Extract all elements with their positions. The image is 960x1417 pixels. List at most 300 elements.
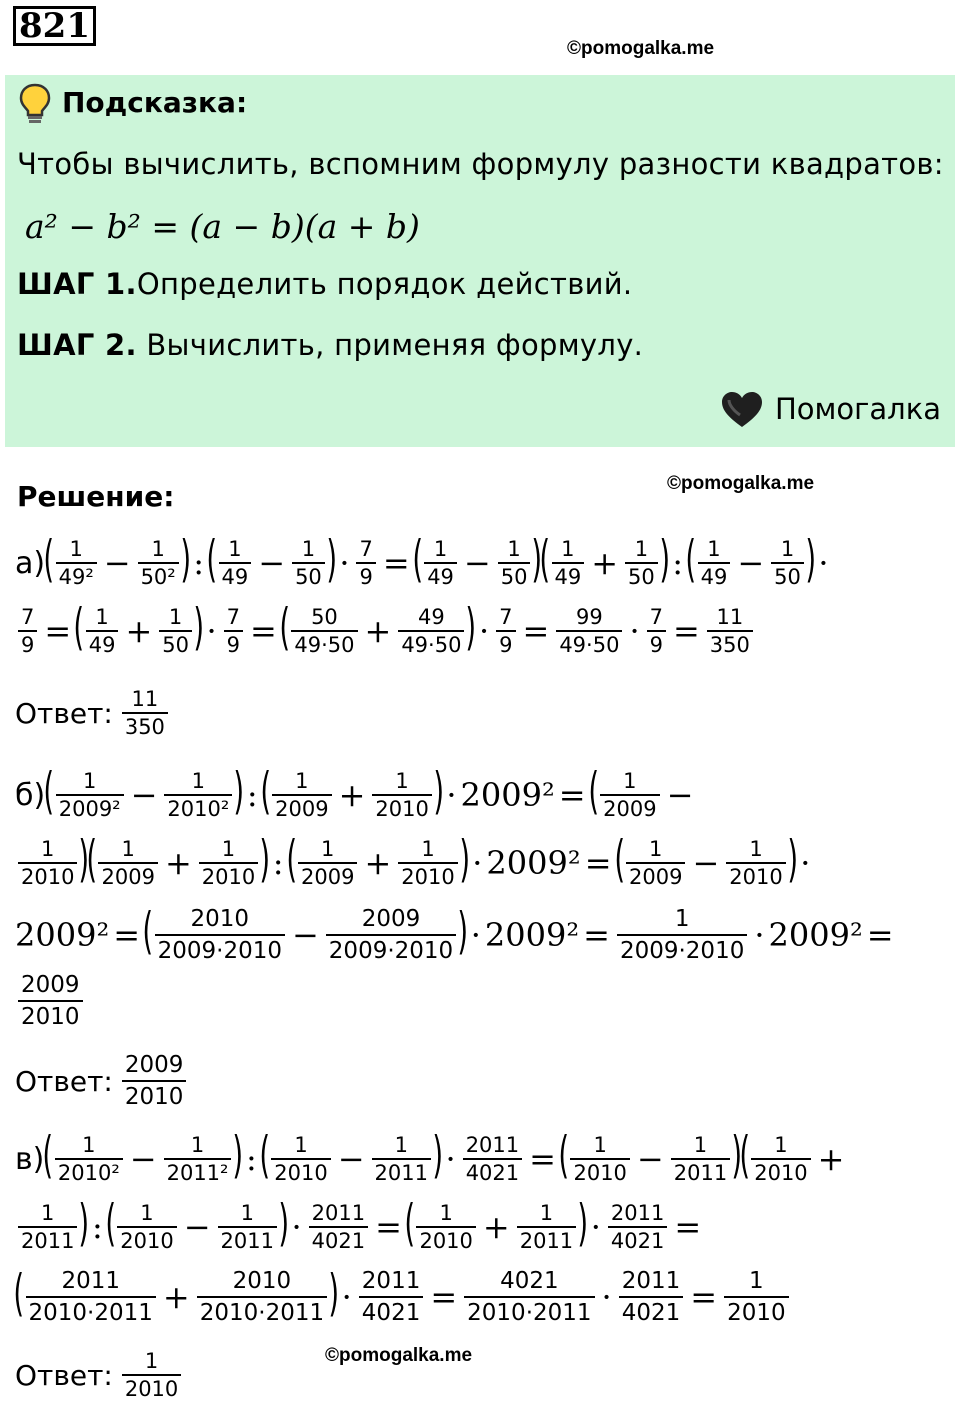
part-v-line-2 (15, 1194, 705, 1254)
numerator: 1 (507, 537, 521, 561)
numerator: 1 (749, 837, 763, 861)
step-2-label: ШАГ 2. (17, 328, 137, 362)
operator: · (470, 916, 481, 954)
paren-open: ( (539, 530, 551, 588)
fraction (18, 604, 37, 658)
denominator: 2010 (416, 1226, 475, 1254)
denominator: 9 (496, 630, 515, 658)
numerator: 2009 (124, 1052, 184, 1078)
denominator: 2010² (164, 794, 232, 822)
operator: − (183, 1208, 211, 1246)
denominator: 2010 (122, 1374, 181, 1402)
paren-open: ( (86, 830, 98, 888)
numerator: 2010 (190, 906, 250, 932)
paren-open: ( (13, 1264, 25, 1322)
paren-open: ( (404, 1194, 416, 1252)
paren-open: ( (43, 530, 55, 588)
operator: − (692, 844, 720, 882)
paren-close: ) (432, 1126, 444, 1184)
operator: · (601, 1278, 612, 1316)
paren-close: ) (531, 530, 543, 588)
answer-v (15, 1348, 184, 1402)
numerator: 1 (321, 837, 335, 861)
fraction (218, 1200, 277, 1254)
part-a-label: а) (15, 545, 46, 581)
operator: = (558, 776, 586, 814)
part-b-line-4 (15, 970, 86, 1032)
fraction (164, 1132, 232, 1186)
watermark-bottom: ©pomogalka.me (325, 1345, 473, 1366)
paren-close: ) (457, 902, 469, 960)
paren-open: ( (43, 762, 55, 820)
denominator: 4021 (359, 1296, 424, 1328)
denominator: 2009 (298, 862, 357, 890)
numerator: 4021 (500, 1268, 559, 1294)
numerator: 1 (190, 1133, 205, 1157)
hint-step-2 (17, 328, 643, 362)
fraction (619, 1266, 684, 1328)
denominator: 49 (698, 562, 731, 590)
fraction (199, 836, 258, 890)
operator: + (482, 1208, 510, 1246)
hint-step-1 (17, 267, 632, 301)
fraction (496, 604, 515, 658)
denominator: 2011 (372, 1158, 431, 1186)
answer-label: Ответ: (15, 1064, 113, 1098)
part-b-line-3 (15, 904, 898, 966)
paren-open: ( (613, 830, 625, 888)
paren-close: ) (459, 830, 470, 888)
denominator: 49·50 (291, 630, 357, 658)
fraction (416, 1200, 475, 1254)
numerator: 1 (674, 906, 690, 932)
operator: + (364, 844, 392, 882)
answer-fraction (122, 686, 168, 740)
operator: · (206, 612, 217, 650)
denominator: 2009·2010 (155, 934, 285, 966)
part-b-line-1 (15, 762, 697, 822)
denominator: 2010·2011 (197, 1296, 327, 1328)
denominator: 2010 (372, 794, 431, 822)
paren-close: ) (232, 1126, 244, 1184)
denominator: 2010·2011 (464, 1296, 594, 1328)
numerator: 1 (561, 537, 575, 561)
operator: − (258, 544, 286, 582)
numerator: 99 (576, 605, 603, 629)
hint-box (5, 75, 955, 447)
paren-close: ) (78, 1194, 90, 1252)
operator: · (291, 1208, 302, 1246)
paren-open: ( (279, 598, 290, 656)
denominator: 2009 (98, 862, 157, 890)
fraction (298, 836, 357, 890)
paren-open: ( (259, 1126, 270, 1184)
numerator: 50 (311, 605, 338, 629)
numerator: 1 (707, 537, 721, 561)
denominator: 4021 (463, 1158, 522, 1186)
fraction (164, 768, 232, 822)
solution-title: Решение: (17, 480, 175, 513)
denominator: 49 (552, 562, 585, 590)
hint-title: Подсказка: (62, 86, 248, 119)
operator: − (130, 776, 158, 814)
paren-open: ( (142, 902, 154, 960)
fraction (464, 1266, 594, 1328)
fraction (424, 536, 457, 590)
denominator: 2010 (18, 862, 77, 890)
numerator: 1 (433, 537, 448, 561)
paren-open: ( (412, 530, 423, 588)
operator: · (341, 1278, 352, 1316)
answer-b (15, 1050, 189, 1112)
part-v-label: в) (15, 1141, 45, 1177)
fraction (26, 1266, 156, 1328)
fraction (117, 1200, 176, 1254)
fraction (55, 1132, 123, 1186)
operator: + (162, 1278, 190, 1316)
operator: + (125, 612, 153, 650)
operator: = (113, 916, 141, 954)
numerator: 1 (140, 1201, 154, 1225)
numerator: 1 (774, 1133, 788, 1157)
fraction (647, 604, 666, 658)
numerator: 1 (394, 1133, 408, 1157)
paren-open: ( (42, 1126, 54, 1184)
part-a-line-1 (15, 530, 833, 590)
fraction (138, 536, 179, 590)
fraction (600, 768, 659, 822)
power-term: 2009² (460, 776, 555, 814)
fraction (751, 1132, 810, 1186)
denominator: 2009 (626, 862, 685, 890)
operator: · (629, 612, 640, 650)
numerator: 1 (95, 605, 109, 629)
denominator: 9 (18, 630, 37, 658)
operator: = (430, 1278, 458, 1316)
numerator: 2010 (232, 1268, 292, 1294)
numerator: 1 (593, 1133, 607, 1157)
operator: + (817, 1140, 845, 1178)
numerator: 7 (649, 605, 663, 629)
denominator: 2009·2010 (326, 934, 456, 966)
numerator: 2009 (21, 972, 80, 998)
task-number: 821 (13, 6, 96, 46)
step-1-text: Определить порядок действий. (136, 267, 633, 301)
denominator: 350 (122, 712, 168, 740)
denominator: 50² (138, 562, 179, 590)
numerator: 1 (649, 837, 663, 861)
fraction (18, 836, 77, 890)
fraction (291, 604, 357, 658)
fraction (570, 1132, 629, 1186)
hint-formula: a² − b² = (a − b)(a + b) (25, 207, 420, 246)
fraction (498, 536, 531, 590)
fraction (463, 1132, 522, 1186)
denominator: 49 (424, 562, 457, 590)
numerator: 2011 (610, 1201, 665, 1225)
operator: : (193, 544, 204, 582)
watermark-top: ©pomogalka.me (567, 38, 715, 59)
operator: · (800, 844, 811, 882)
paren-open: ( (206, 530, 218, 588)
denominator: 4021 (608, 1226, 667, 1254)
operator: = (690, 1278, 718, 1316)
denominator: 2010 (199, 862, 258, 890)
operator: : (272, 844, 284, 882)
numerator: 1 (421, 837, 435, 861)
paren-close: ) (193, 598, 205, 656)
numerator: 1 (82, 769, 97, 793)
paren-close: ) (577, 1194, 589, 1252)
denominator: 2010 (271, 1158, 330, 1186)
paren-open: ( (685, 530, 697, 588)
numerator: 1 (301, 537, 316, 561)
part-a-line-2 (15, 598, 756, 658)
numerator: 1 (121, 837, 135, 861)
operator: − (103, 544, 131, 582)
numerator: 2011 (465, 1133, 520, 1157)
operator: · (472, 844, 483, 882)
paren-open: ( (259, 762, 271, 820)
power-term: 2009² (484, 916, 580, 954)
paren-open: ( (739, 1126, 750, 1184)
denominator: 2010 (724, 1296, 789, 1328)
denominator: 2010 (751, 1158, 810, 1186)
paren-open: ( (73, 598, 85, 656)
numerator: 1 (41, 837, 55, 861)
numerator: 1 (144, 1349, 159, 1373)
fraction (372, 768, 431, 822)
fraction (552, 536, 585, 590)
denominator: 9 (224, 630, 243, 658)
numerator: 1 (240, 1201, 254, 1225)
operator: − (636, 1140, 664, 1178)
fraction (224, 604, 243, 658)
denominator: 2010 (726, 862, 785, 890)
paren-open: ( (587, 762, 599, 820)
numerator: 1 (539, 1201, 554, 1225)
numerator: 2011 (311, 1201, 366, 1225)
fraction (724, 1266, 789, 1328)
denominator: 49·50 (556, 630, 622, 658)
paren-open: ( (558, 1126, 570, 1184)
answer-label: Ответ: (15, 696, 113, 730)
fraction (398, 604, 464, 658)
numerator: 2009 (361, 906, 421, 932)
paren-close: ) (659, 530, 670, 588)
denominator: 49 (219, 562, 252, 590)
fraction (626, 836, 685, 890)
numerator: 49 (418, 605, 445, 629)
denominator: 9 (647, 630, 666, 658)
numerator: 1 (191, 769, 206, 793)
numerator: 1 (395, 769, 409, 793)
denominator: 2010 (117, 1226, 176, 1254)
operator: + (164, 844, 192, 882)
fraction (219, 536, 252, 590)
denominator: 350 (707, 630, 753, 658)
operator: + (364, 612, 392, 650)
numerator: 1 (623, 769, 637, 793)
operator: + (591, 544, 619, 582)
denominator: 49² (56, 562, 97, 590)
operator: = (529, 1140, 556, 1178)
denominator: 2011 (671, 1158, 730, 1186)
fraction (326, 904, 456, 966)
denominator: 2010·2011 (26, 1296, 156, 1328)
part-v-line-1 (15, 1126, 848, 1186)
denominator: 2010 (122, 1080, 187, 1112)
denominator: 4021 (309, 1226, 368, 1254)
fraction (617, 904, 747, 966)
denominator: 4021 (619, 1296, 684, 1328)
denominator: 49·50 (398, 630, 464, 658)
answer-fraction (122, 1348, 181, 1402)
paren-close: ) (233, 762, 245, 820)
answer-label: Ответ: (15, 1358, 113, 1392)
denominator: 2009·2010 (617, 934, 747, 966)
part-b-label: б) (15, 777, 46, 813)
operator: · (478, 612, 490, 650)
numerator: 1 (82, 1133, 96, 1157)
denominator: 2011 (517, 1226, 576, 1254)
operator: = (583, 916, 610, 954)
numerator: 1 (294, 1133, 308, 1157)
answer-fraction (122, 1050, 187, 1112)
paren-close: ) (259, 830, 271, 888)
operator: · (590, 1208, 601, 1246)
denominator: 2009 (600, 794, 659, 822)
denominator: 2010 (18, 1000, 83, 1032)
operator: : (91, 1208, 103, 1246)
denominator: 2010 (570, 1158, 629, 1186)
fraction (517, 1200, 576, 1254)
operator: = (584, 844, 612, 882)
fraction (671, 1132, 730, 1186)
numerator: 2011 (61, 1268, 120, 1294)
step-1-label: ШАГ 1. (17, 267, 137, 301)
numerator: 11 (716, 605, 744, 629)
operator: = (672, 612, 700, 650)
paren-close: ) (278, 1194, 290, 1252)
denominator: 50 (771, 562, 804, 590)
paren-close: ) (465, 598, 477, 656)
denominator: 2009 (272, 794, 331, 822)
fraction (608, 1200, 667, 1254)
numerator: 2011 (361, 1268, 421, 1294)
numerator: 2011 (621, 1268, 681, 1294)
power-term: 2009² (486, 844, 581, 882)
fraction (556, 604, 622, 658)
operator: · (818, 544, 829, 582)
paren-close: ) (731, 1126, 743, 1184)
hint-intro: Чтобы вычислить, вспомним формулу разности квадратов: (17, 147, 944, 181)
numerator: 1 (749, 1268, 764, 1294)
denominator: 2010² (55, 1158, 123, 1186)
operator: − (737, 544, 765, 582)
operator: = (250, 612, 277, 650)
numerator: 1 (693, 1133, 708, 1157)
paren-close: ) (180, 530, 191, 588)
operator: : (246, 776, 258, 814)
numerator: 7 (226, 605, 241, 629)
numerator: 1 (439, 1201, 453, 1225)
operator: = (375, 1208, 402, 1246)
fraction (359, 1266, 424, 1328)
operator: + (338, 776, 366, 814)
paren-close: ) (433, 762, 444, 820)
numerator: 1 (228, 537, 242, 561)
fraction (707, 604, 753, 658)
denominator: 2011 (18, 1226, 77, 1254)
operator: − (666, 776, 694, 814)
paren-close: ) (326, 530, 337, 588)
denominator: 50 (159, 630, 192, 658)
numerator: 1 (168, 605, 183, 629)
fraction (398, 836, 457, 890)
operator: = (674, 1208, 702, 1246)
fraction (155, 904, 285, 966)
brand-name: Помогалка (775, 392, 941, 426)
paren-close: ) (805, 530, 816, 588)
denominator: 9 (356, 562, 375, 590)
fraction (159, 604, 192, 658)
paren-close: ) (78, 830, 90, 888)
operator: : (672, 544, 684, 582)
fraction (625, 536, 658, 590)
paren-close: ) (787, 830, 798, 888)
paren-open: ( (285, 830, 297, 888)
power-term: 2009² (768, 916, 863, 954)
fraction (56, 768, 124, 822)
paren-close: ) (328, 1264, 340, 1322)
fraction (271, 1132, 330, 1186)
numerator: 7 (359, 537, 373, 561)
watermark-middle: ©pomogalka.me (667, 473, 815, 494)
operator: = (44, 612, 72, 650)
operator: = (382, 544, 410, 582)
operator: = (522, 612, 550, 650)
numerator: 7 (21, 605, 35, 629)
fraction (356, 536, 375, 590)
numerator: 1 (295, 769, 309, 793)
operator: · (339, 544, 350, 582)
denominator: 50 (625, 562, 658, 590)
numerator: 11 (131, 687, 159, 711)
operator: · (754, 916, 765, 954)
part-v-line-3 (15, 1266, 792, 1328)
numerator: 1 (634, 537, 649, 561)
fraction (726, 836, 785, 890)
operator: − (463, 544, 491, 582)
numerator: 1 (221, 837, 236, 861)
fraction (197, 1266, 327, 1328)
answer-a (15, 686, 171, 740)
denominator: 2011² (164, 1158, 232, 1186)
fraction (272, 768, 331, 822)
denominator: 2011 (218, 1226, 277, 1254)
denominator: 49 (86, 630, 119, 658)
fraction (18, 1200, 77, 1254)
fraction (698, 536, 731, 590)
numerator: 1 (151, 537, 165, 561)
heart-icon (720, 391, 764, 429)
fraction (86, 604, 119, 658)
operator: − (337, 1140, 365, 1178)
fraction (292, 536, 325, 590)
operator: − (291, 916, 319, 954)
operator: − (129, 1140, 157, 1178)
